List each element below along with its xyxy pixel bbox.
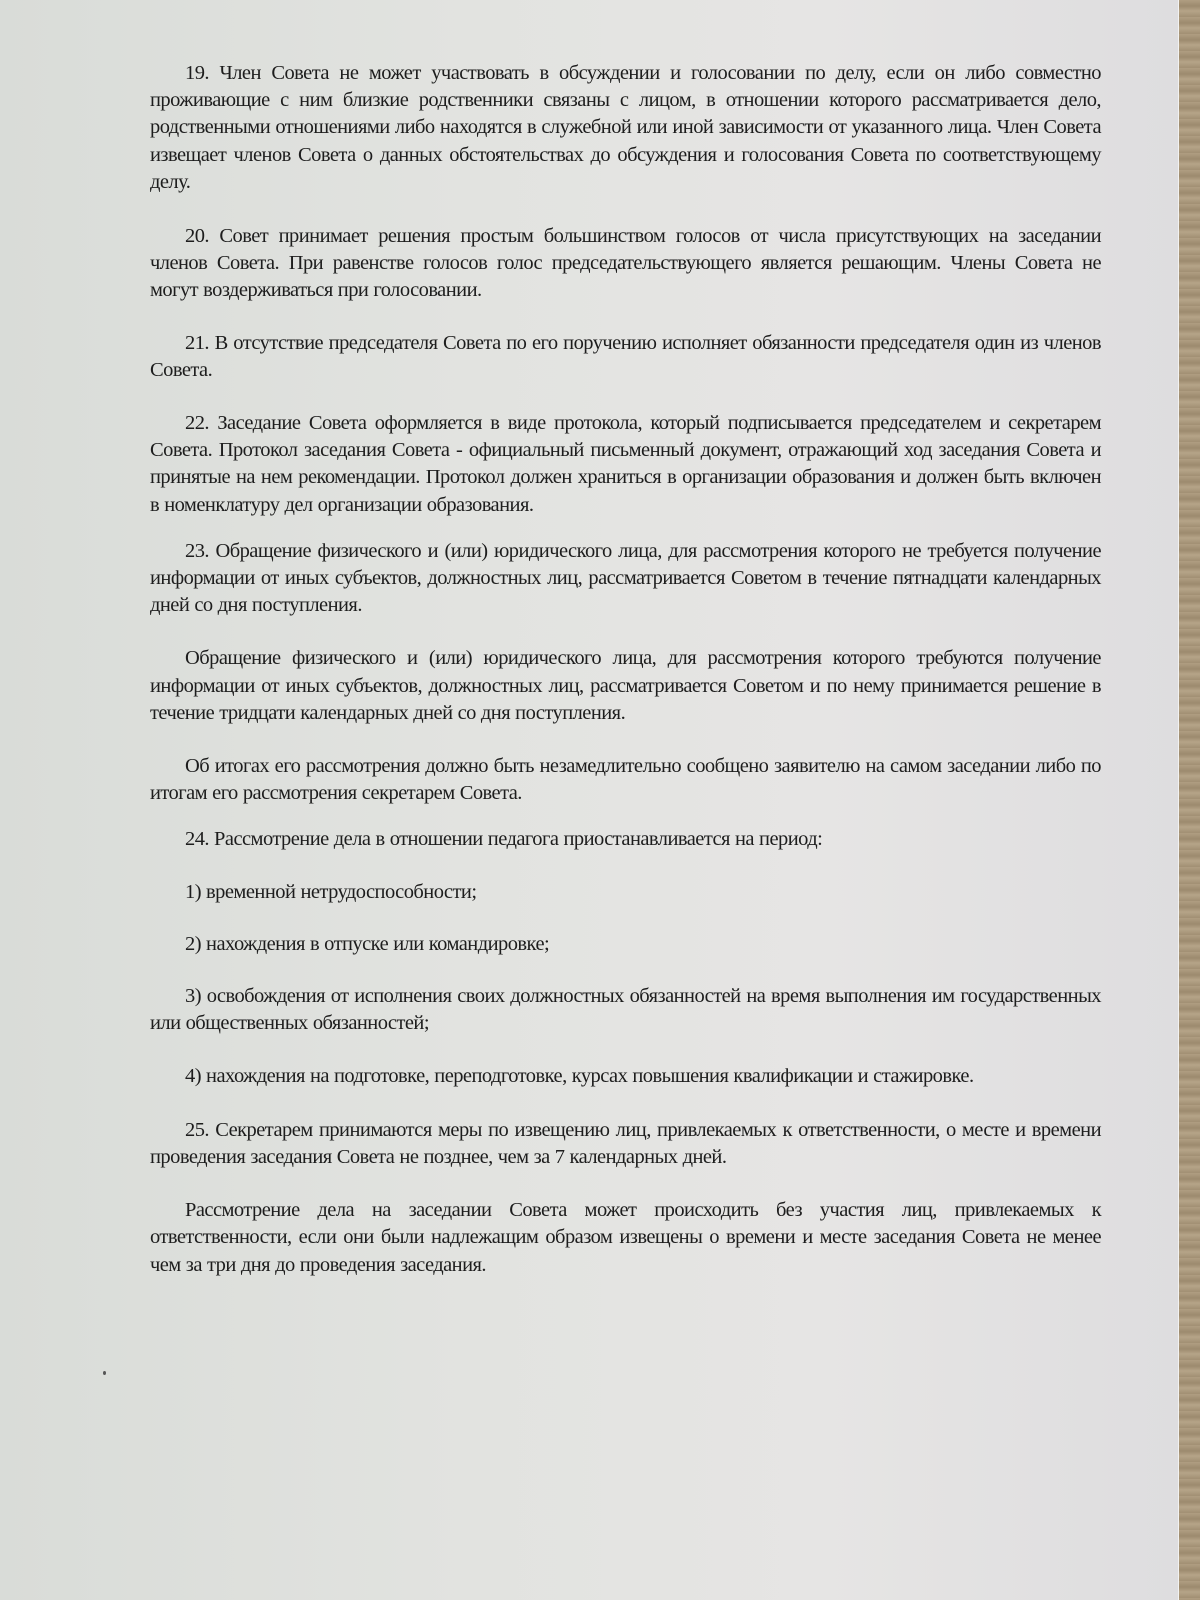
table-surface	[1178, 0, 1200, 1600]
paper-speck	[103, 1371, 106, 1375]
paragraph-23: 23. Обращение физического и (или) юридического лица, для рассмотрения которого не требуется получение информации от иных субъектов, должностных лиц, рассматривается Советом в течение пятнадцати календарных дней со дня поступления.	[150, 539, 1101, 617]
document-body	[150, 60, 1101, 1279]
list-item-3: 3) освобождения от исполнения своих должностных обязанностей на время выполнения им государственных или общественных обязанностей;	[150, 985, 1101, 1035]
paragraph-23-part-2: Обращение физического и (или) юридического лица, для рассмотрения которого требуются получение информации от иных субъектов, должностных лиц, рассматривается Советом и по нему принимается решение в течение тридцати календарных дней со дня поступления.	[150, 647, 1101, 724]
paragraph-20: 20. Совет принимает решения простым большинством голосов от числа присутствующих на заседании членов Совета. При равенстве голосов голос председательствующего является решающим. Члены Совета не могут воздерживаться при голосовании.	[150, 225, 1101, 302]
paragraph-23-part-3: Об итогах его рассмотрения должно быть незамедлительно сообщено заявителю на самом заседании либо по итогам его рассмотрения секретарем Совета.	[150, 755, 1101, 805]
list-item-2: 2) нахождения в отпуске или командировке;	[185, 932, 550, 955]
paragraph-25: 25. Секретарем принимаются меры по извещению лиц, привлекаемых к ответственности, о месте и времени проведения заседания Совета не позднее, чем за 7 календарных дней.	[150, 1118, 1101, 1168]
list-item-1: 1) временной нетрудоспособности;	[185, 880, 477, 903]
paragraph-21: 21. В отсутствие председателя Совета по его поручению исполняет обязанности председателя один из членов Совета.	[150, 331, 1101, 381]
paragraph-22: 22. Заседание Совета оформляется в виде протокола, который подписывается председателем и секретарем Совета. Протокол заседания Совета - официальный письменный документ, отражающий ход заседания Совета и принятые на нем рекомендации. Протокол должен храниться в организации образования и должен быть включен в номенклатуру дел организации образования.	[150, 412, 1101, 516]
paragraph-19: 19. Член Совета не может участвовать в обсуждении и голосовании по делу, если он либо совместно проживающие с ним близкие родственники связаны с лицом, в отношении которого рассматривается дело, родственными отношениями либо находятся в служебной или иной зависимости от указанного лица. Член Совета извещает членов Совета о данных обстоятельствах до обсуждения и голосования Совета по соответствующему делу.	[150, 62, 1101, 193]
paragraph-24: 24. Рассмотрение дела в отношении педагога приостанавливается на период:	[185, 828, 823, 851]
paragraph-25-part-2: Рассмотрение дела на заседании Совета может происходить без участия лиц, привлекаемых к ответственности, если они были надлежащим образом извещены о времени и месте заседания Совета не менее чем за три дня до проведения заседания.	[150, 1199, 1101, 1276]
list-item-4: 4) нахождения на подготовке, переподготовке, курсах повышения квалификации и стажировке.	[185, 1065, 974, 1088]
